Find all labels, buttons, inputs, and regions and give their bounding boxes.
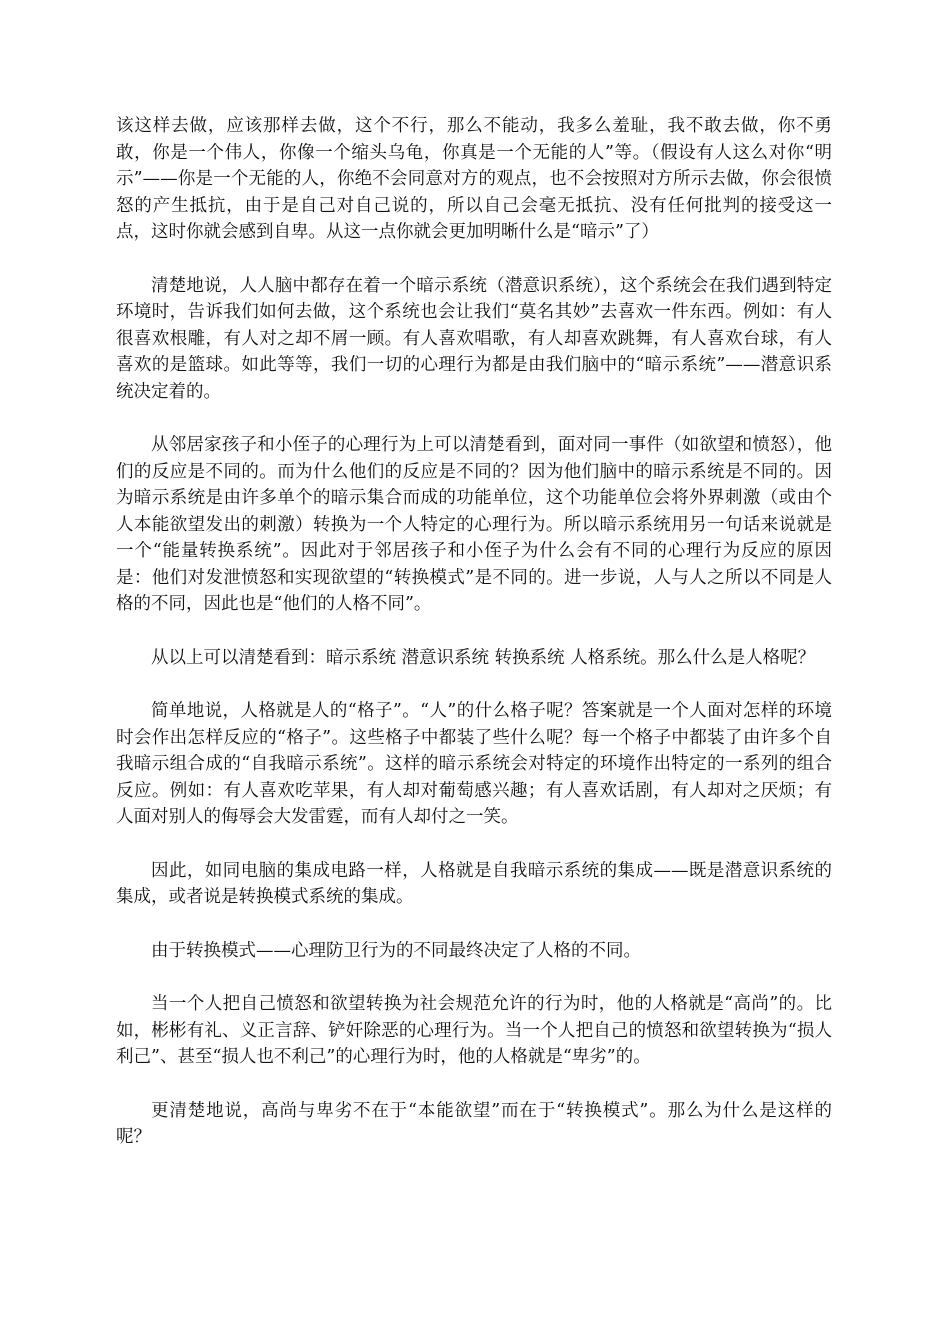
document-page [116, 113, 832, 1178]
paragraph-2: 清楚地说，人人脑中都存在着一个暗示系统（潜意识系统），这个系统会在我们遇到特定环境时，告诉我们如何去做，这个系统也会让我们“莫名其妙”去喜欢一件东西。例如：有人很喜欢根雕，有人对之却不屑一顾。有人喜欢唱歌，有人却喜欢跳舞，有人喜欢台球，有人喜欢的是篮球。如此等等，我们一切的心理行为都是由我们脑中的“暗示系统”——潜意识系统决定着的。 [116, 275, 832, 402]
paragraph-3: 从邻居家孩子和小侄子的心理行为上可以清楚看到，面对同一事件（如欲望和愤怒），他们的反应是不同的。而为什么他们的反应是不同的？因为他们脑中的暗示系统是不同的。因为暗示系统是由许多单个的暗示集合而成的功能单位，这个功能单位会将外界刺激（或由个人本能欲望发出的刺激）转换为一个人特定的心理行为。所以暗示系统用另一句话来说就是一个“能量转换系统”。因此对于邻居孩子和小侄子为什么会有不同的心理行为反应的原因是：他们对发泄愤怒和实现欲望的“转换模式”是不同的。进一步说，人与人之所以不同是人格的不同，因此也是“他们的人格不同”。 [116, 435, 832, 614]
paragraph-7: 由于转换模式——心理防卫行为的不同最终决定了人格的不同。 [151, 940, 641, 961]
paragraph-1: 该这样去做，应该那样去做，这个不行，那么不能动，我多么羞耻，我不敢去做，你不勇敢，你是一个伟人，你像一个缩头乌龟，你真是一个无能的人”等。（假设有人这么对你“明示”——你是一个无能的人，你绝不会同意对方的观点，也不会按照对方所示去做，你会很愤怒的产生抵抗，由于是自己对自己说的，所以自己会毫无抵抗、没有任何批判的接受这一点，这时你就会感到自卑。从这一点你就会更加明晰什么是“暗示”了） [116, 116, 832, 242]
paragraph-9: 更清楚地说，高尚与卑劣不在于“本能欲望”而在于“转换模式”。那么为什么是这样的呢？ [116, 1100, 832, 1147]
paragraph-6: 因此，如同电脑的集成电路一样，人格就是自我暗示系统的集成——既是潜意识系统的集成，或者说是转换模式系统的集成。 [116, 860, 832, 907]
paragraph-4: 从以上可以清楚看到：暗示系统 潜意识系统 转换系统 人格系统。那么什么是人格呢？ [151, 647, 816, 668]
paragraph-5: 简单地说，人格就是人的“格子”。“人”的什么格子呢？答案就是一个人面对怎样的环境时会作出怎样反应的“格子”。这些格子中都装了些什么呢？每一个格子中都装了由许多个自我暗示组合成的“自我暗示系统”。这样的暗示系统会对特定的环境作出特定的一系列的组合反应。例如：有人喜欢吃苹果，有人却对葡萄感兴趣；有人喜欢话剧，有人却对之厌烦；有人面对别人的侮辱会大发雷霆，而有人却付之一笑。 [116, 701, 832, 827]
paragraph-8: 当一个人把自己愤怒和欲望转换为社会规范允许的行为时，他的人格就是“高尚”的。比如，彬彬有礼、义正言辞、铲奸除恶的心理行为。当一个人把自己的愤怒和欲望转换为“损人利己”、甚至“损人也不利己”的心理行为时，他的人格就是“卑劣”的。 [116, 994, 832, 1067]
